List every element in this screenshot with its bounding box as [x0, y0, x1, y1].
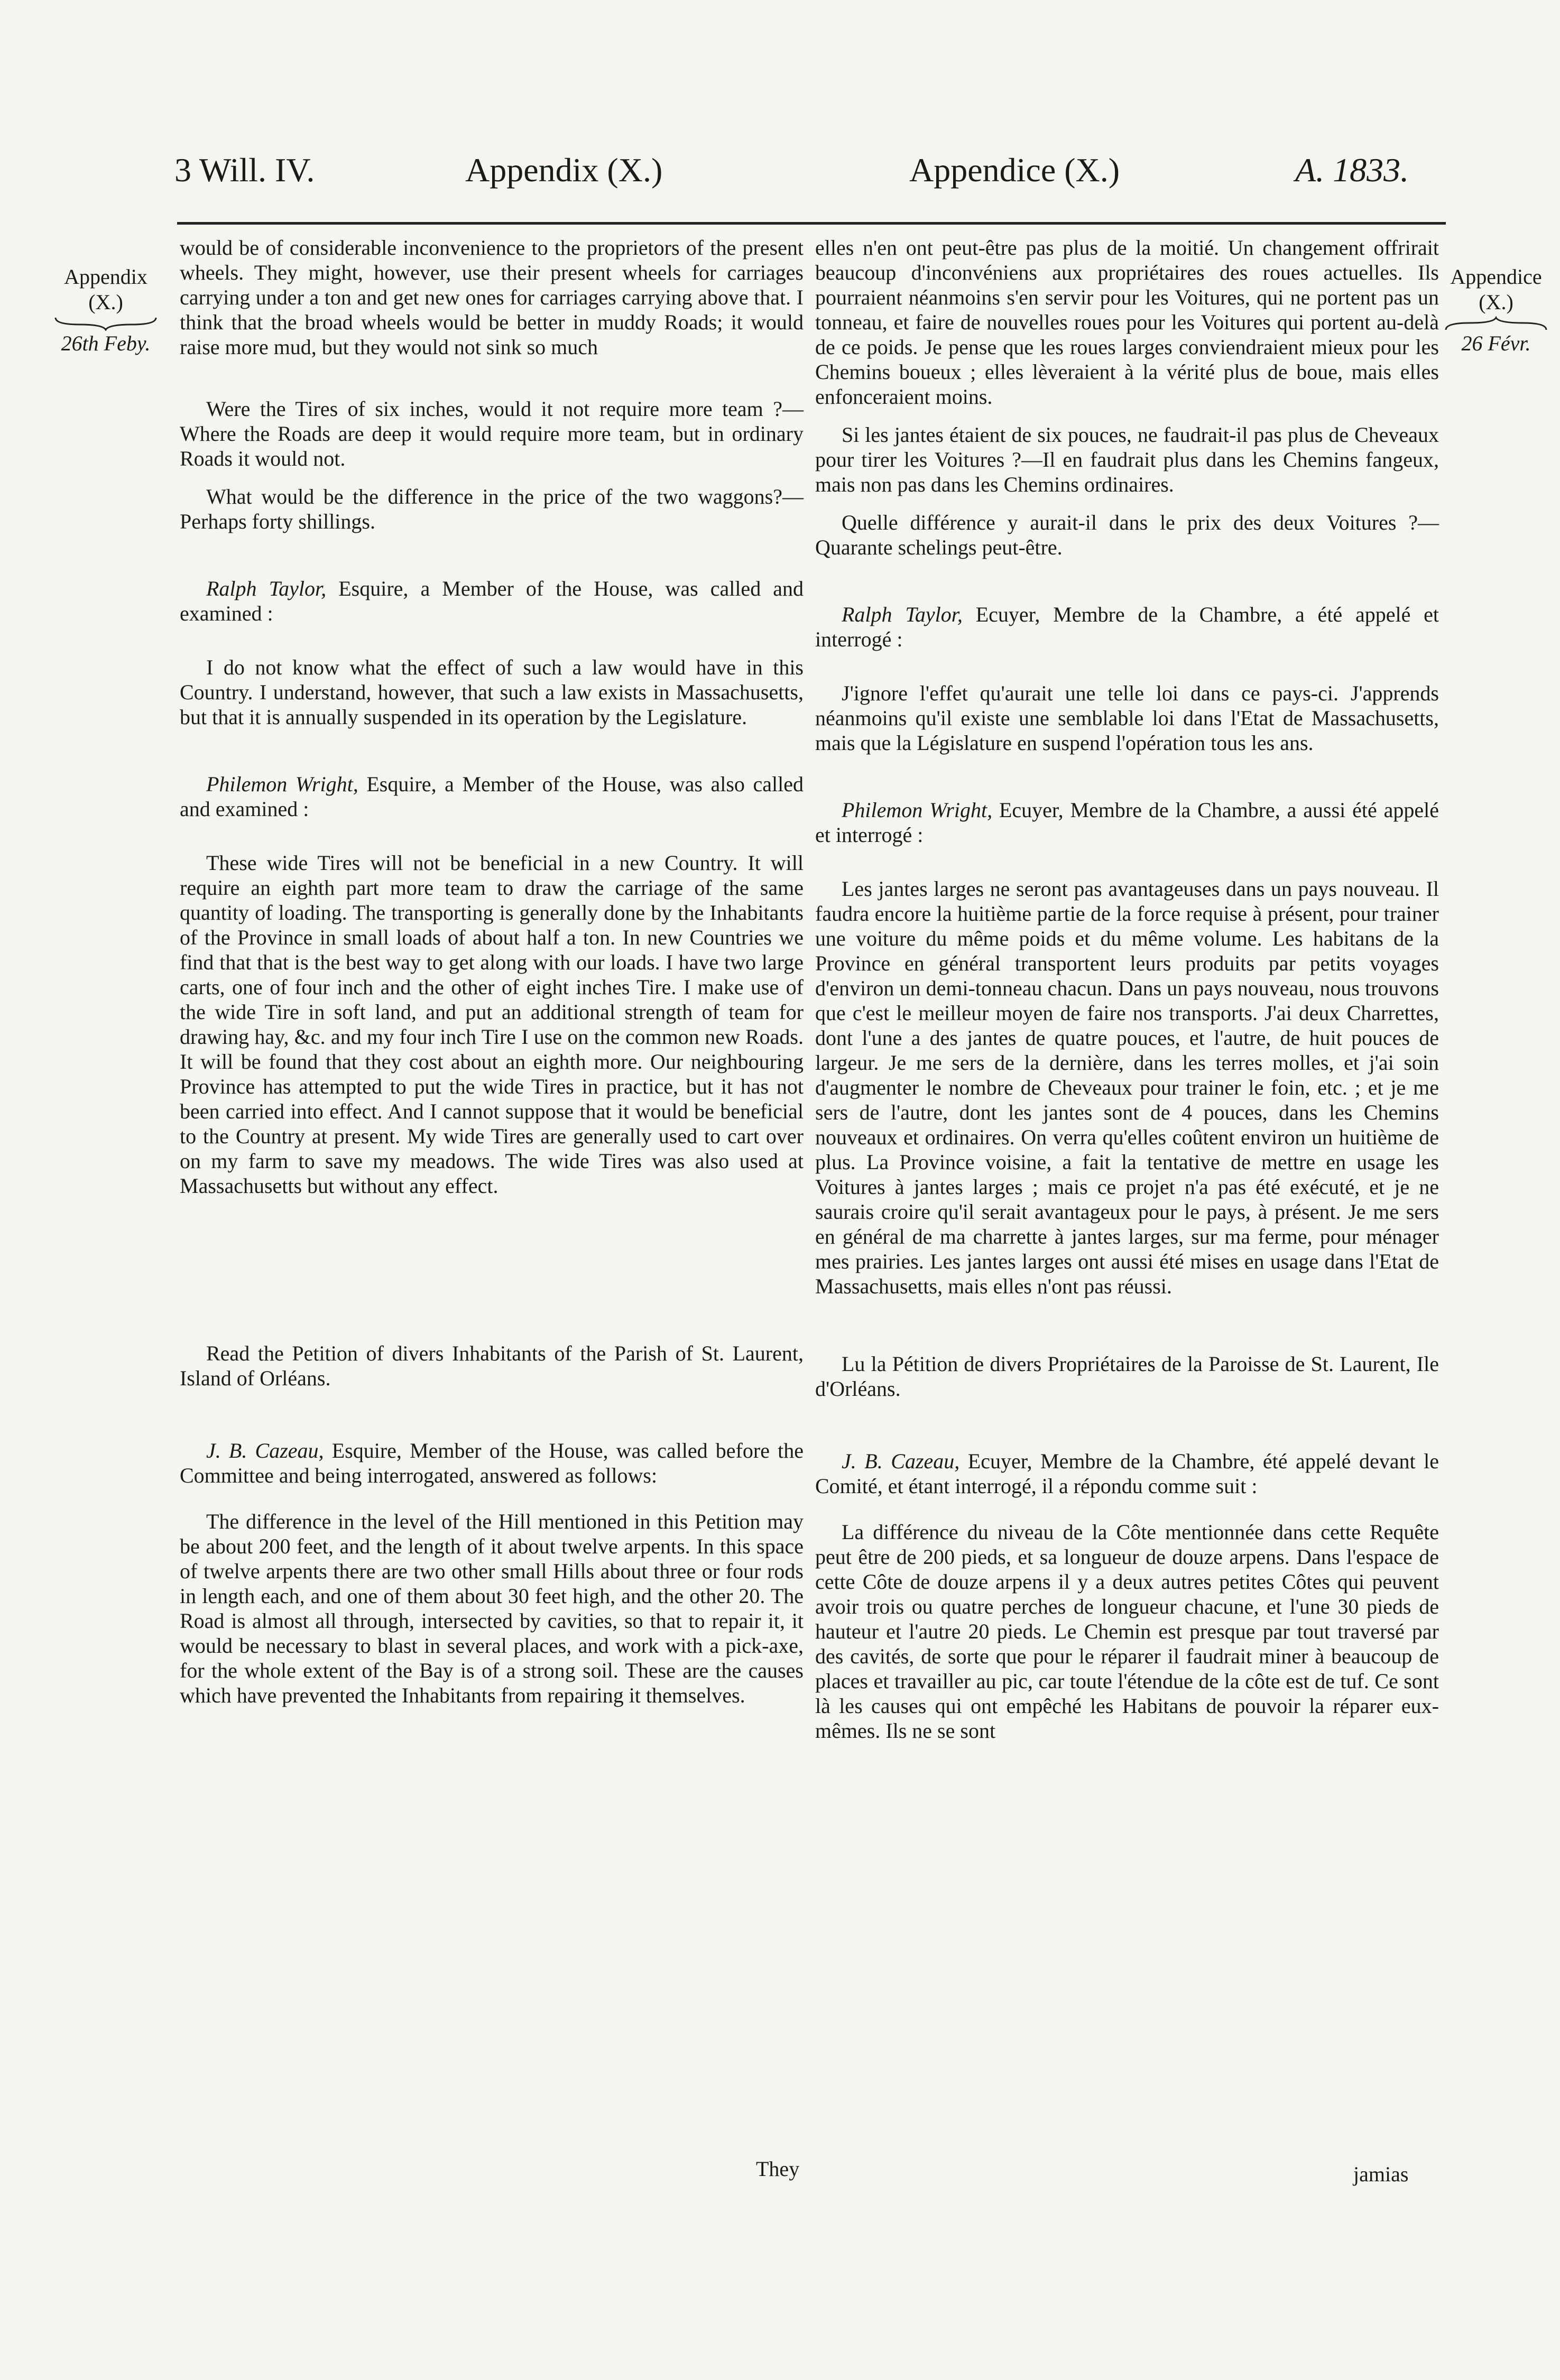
- margin-left-date: 26th Feby.: [61, 331, 151, 355]
- en-paragraph-3: What would be the difference in the price of the two waggons?—Perhaps forty shillings.: [180, 485, 804, 533]
- french-column: [815, 235, 1439, 1743]
- fr-witness-2-name: Philemon Wright,: [842, 798, 993, 822]
- header-session-right: A. 1833.: [1295, 151, 1409, 189]
- en-witness-3-intro: [180, 1438, 804, 1488]
- en-witness-3-testimony: The difference in the level of the Hill mentioned in this Petition may be about 200 feet, and the length of it about twelve arpents. In this space of twelve arpents there are two other small Hills about three or four rods in length each, and one of them about 30 feet high, and the other 20. The Road is almost all through, intersected by cavities, so that to repair it, it would be necessary to blast in several places, and work with a pick-axe, for the whole extent of the Bay is of a strong soil. These are the causes which have prevented the Inhabitants from repairing it themselves.: [180, 1510, 804, 1707]
- header-title-right: Appendice (X.): [909, 151, 1120, 189]
- fr-witness-1-testimony: J'ignore l'effet qu'aurait une telle loi dans ce pays-ci. J'apprends néanmoins qu'il existe une semblable loi dans l'Etat de Massachusetts, mais que la Législature en suspend l'opération tous les ans.: [815, 681, 1439, 755]
- margin-right-label: Appendice: [1450, 265, 1542, 289]
- en-witness-1-intro: [180, 576, 804, 626]
- margin-note-left: [37, 264, 174, 356]
- margin-note-right: [1433, 264, 1559, 356]
- en-witness-1-testimony: I do not know what the effect of such a law would have in this Country. I understand, however, that such a law exists in Massachusetts, but that it is annually suspended in its operation by the Legislature.: [180, 655, 804, 729]
- en-witness-1-name: Ralph Taylor,: [206, 577, 327, 600]
- brace-icon: [53, 315, 159, 331]
- en-witness-2-name: Philemon Wright,: [206, 772, 358, 796]
- fr-witness-1-heading: Ecuyer, Membre de la Chambre, a été appelé et interrogé :: [815, 603, 1439, 651]
- english-column: [180, 235, 804, 1708]
- fr-paragraph-1: elles n'en ont peut-être pas plus de la moitié. Un changement offrirait beaucoup d'inconvéniens aux propriétaires des roues actuelles. Ils pourraient néanmoins s'en servir pour les Voitures, qui ne portent pas un tonneau, et faire de nouvelles roues pour les Voitures qui portent au-delà de ce poids. Je pense que les roues larges conviendraient mieux pour les Chemins boueux ; elles lèveraient à la vérité plus de boue, mais elles enfonceraient moins.: [815, 236, 1439, 409]
- fr-paragraph-2: Si les jantes étaient de six pouces, ne faudrait-il pas plus de Cheveaux pour tirer les Voitures ?—Il en faudrait plus dans les Chemins fangeux, mais non pas dans les Chemins ordinaires.: [815, 423, 1439, 496]
- en-witness-3-name: J. B. Cazeau,: [206, 1439, 324, 1462]
- margin-left-label: Appendix: [64, 265, 147, 289]
- en-paragraph-2: Were the Tires of six inches, would it not require more team ?—Where the Roads are deep it would require more team, but in ordinary Roads it would not.: [180, 397, 804, 470]
- fr-witness-3-heading: Ecuyer, Membre de la Chambre, été appelé devant le Comité, et étant interrogé, il a répondu comme suit :: [815, 1449, 1439, 1498]
- fr-witness-2-heading: Ecuyer, Membre de la Chambre, a aussi été appelé et interrogé :: [815, 798, 1439, 847]
- fr-witness-2-testimony: Les jantes larges ne seront pas avantageuses dans un pays nouveau. Il faudra encore la huitième partie de la force requise à présent, pour trainer une voiture du même poids et du même volume. Les habitans de la Province en général transportent leurs produits par petits voyages d'environ un demi-tonneau chacun. Dans un pays nouveau, nous trouvons que c'est le meilleur moyen de faire nos transports. J'ai deux Charrettes, dont l'une a des jantes de quatre pouces, et l'autre, de huit pouces de largeur. Je me sers de la dernière, dans les terres molles, et j'ai soin d'augmenter le nombre de Cheveaux pour trainer le foin, etc. ; et je me sers de l'autre, dont les jantes sont de 4 pouces, dans les Chemins nouveaux et ordinaires. On verra qu'elles coûtent environ un huitième de plus. La Province voisine, a fait la tentative de mettre en usage les Voitures à jantes larges ; mais ce projet n'a pas été exécuté, et je ne saurais croire qu'il serait avantageux pour le pays, à présent. Je me sers en général de ma charrette à jantes larges, sur ma ferme, pour ménager mes prairies. Les jantes larges ont aussi été mises en usage dans l'Etat de Massachusetts, mais elles n'ont pas réussi.: [815, 877, 1439, 1298]
- en-petition: Read the Petition of divers Inhabitants of the Parish of St. Laurent, Island of Orléans.: [180, 1341, 804, 1390]
- en-witness-1-heading: Esquire, a Member of the House, was called and examined :: [180, 577, 804, 625]
- margin-right-date: 26 Févr.: [1461, 331, 1531, 355]
- en-witness-2-testimony: These wide Tires will not be beneficial in a new Country. It will require an eighth part more team to draw the carriage of the same quantity of loading. The transporting is generally done by the Inhabitants of the Province in small loads of about half a ton. In new Countries we find that that is the best way to get along with our loads. I have two large carts, one of four inch and the other of eight inches Tire. I make use of the wide Tire in soft land, and put an additional strength of team for drawing hay, &c. and my four inch Tire I use on the common new Roads. It will be found that they cost about an eighth more. Our neighbouring Province has attempted to put the wide Tires in practice, but it has not been carried into effect. And I cannot suppose that it would be beneficial to the Country at present. My wide Tires are generally used to cart over on my farm to save my meadows. The wide Tires was also used at Massachusetts but without any effect.: [180, 851, 804, 1198]
- header-rule: [177, 222, 1446, 225]
- fr-witness-3-intro: [815, 1449, 1439, 1498]
- fr-witness-1-name: Ralph Taylor,: [842, 603, 963, 626]
- fr-catchword: jamias: [1353, 2162, 1409, 2186]
- margin-right-sub: (X.): [1479, 290, 1513, 314]
- brace-icon: [1443, 315, 1549, 331]
- fr-witness-3-name: J. B. Cazeau,: [842, 1449, 960, 1473]
- fr-witness-3-testimony: La différence du niveau de la Côte mentionnée dans cette Requête peut être de 200 pieds, et sa longueur de douze arpens. Dans l'espace de cette Côte de douze arpens il y a deux autres petites Côtes qui peuvent avoir trois ou quatre perches de longueur chacune, et l'une 30 pieds de hauteur et l'autre 20 pieds. Le Chemin est presque par tout traversé par des cavités, de sorte que pour le réparer il faudrait miner à beaucoup de places et travailler au pic, car toute l'étendue de la côte est de tuf. Ce sont là les causes qui ont empêché les Habitans de pouvoir la réparer eux-mêmes. Ils ne se sont: [815, 1520, 1439, 1743]
- running-header: [0, 151, 1560, 214]
- en-catchword: They: [756, 2157, 800, 2181]
- fr-witness-1-intro: [815, 602, 1439, 652]
- fr-paragraph-3: Quelle différence y aurait-il dans le prix des deux Voitures ?—Quarante schelings peut-être.: [815, 511, 1439, 559]
- fr-witness-2-intro: [815, 798, 1439, 847]
- en-paragraph-1: would be of considerable inconvenience to the proprietors of the present wheels. They might, however, use their present wheels for carriages carrying under a ton and get new ones for carriages carrying above that. I think that the broad wheels would be better in muddy Roads; it would raise more mud, but they would not sink so much: [180, 236, 804, 359]
- fr-petition: Lu la Pétition de divers Propriétaires de la Paroisse de St. Laurent, Ile d'Orléans.: [815, 1352, 1439, 1401]
- en-witness-3-heading: Esquire, Member of the House, was called before the Committee and being interrogated, answered as follows:: [180, 1439, 804, 1487]
- en-witness-2-heading: Esquire, a Member of the House, was also called and examined :: [180, 772, 804, 821]
- header-title-left: Appendix (X.): [465, 151, 663, 189]
- margin-left-sub: (X.): [88, 290, 123, 314]
- en-witness-2-intro: [180, 772, 804, 821]
- header-session-left: 3 Will. IV.: [174, 151, 315, 189]
